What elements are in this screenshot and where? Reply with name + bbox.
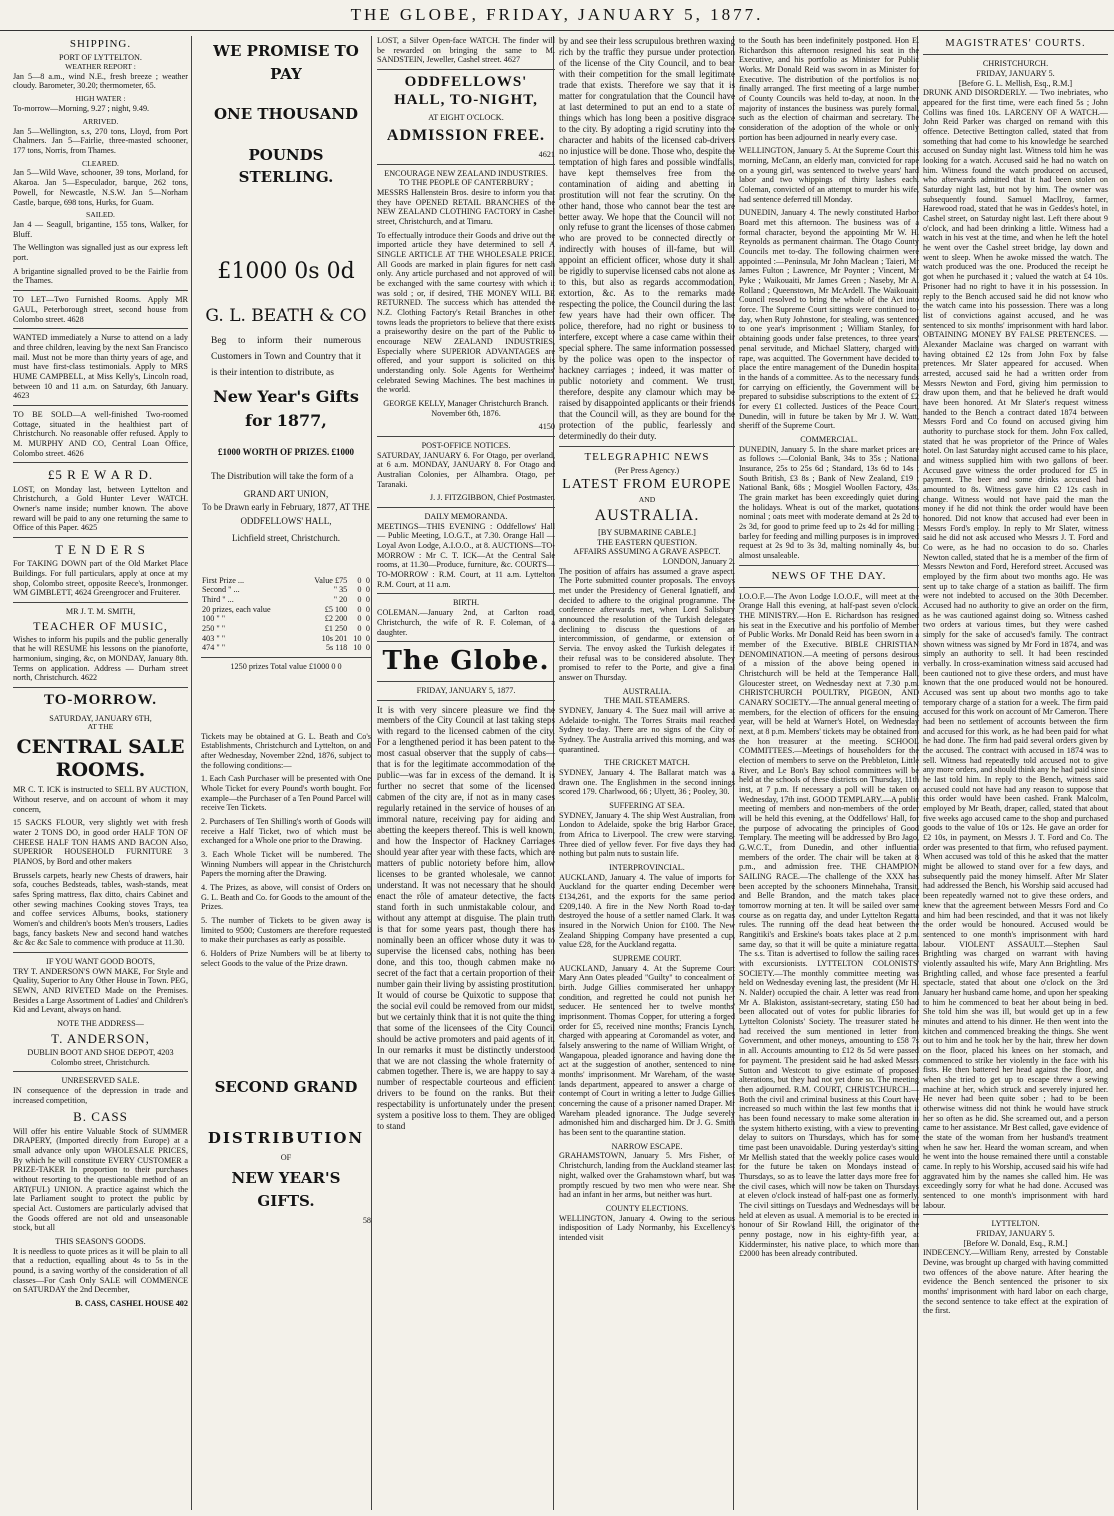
smith-heading: MR J. T. M. SMITH, bbox=[65, 606, 136, 616]
column-shipping bbox=[10, 36, 191, 1510]
prize-cell: £5 100 bbox=[324, 604, 348, 614]
prize-cell: 0 bbox=[365, 633, 370, 643]
globe-logo: The Globe. bbox=[382, 646, 550, 677]
admission-number: 4621 bbox=[538, 149, 555, 159]
anderson-address: DUBLIN BOOT AND SHOE DEPOT, 4203 Colombo street, Christchurch. bbox=[27, 1048, 174, 1067]
narrow-escape-text: GRAHAMSTOWN, January 5. Mrs Fisher, of Christchurch, landing from the Auckland steamer last night, walked over the Grahamstown wharf, but was promptly rescued by two men who were near. She had an infant in her arms, but neither was hurt. bbox=[559, 1151, 735, 1200]
high-water: To-morrow—Morning, 9.27 ; night, 9.49. bbox=[13, 103, 150, 113]
prize-cell: 0 bbox=[365, 623, 370, 633]
telegraphic-heading: TELEGRAPHIC NEWS bbox=[584, 450, 710, 463]
beath-text: Beg to inform their numerous Customers in Town and Country that it is their intention to distribute, as bbox=[211, 335, 361, 378]
prize-cell: Second " ... bbox=[202, 585, 240, 595]
ad-wanted: WANTED immediately a Nurse to attend on a lady and three children, leaving by the next San Francisco mail. Must not be more than thirty years of age, and must have first-class testimonials. Apply to MRS HUME CAMPBELL, at Miss Kelly's, Lincoln road, between 10 and 11 a.m. on Saturday, 6th January. 4623 bbox=[13, 333, 188, 401]
weather-heading: WEATHER REPORT : bbox=[65, 61, 136, 71]
high-water-heading: HIGH WATER : bbox=[75, 93, 126, 103]
grave-aspect: AFFAIRS ASSUMING A GRAVE ASPECT. bbox=[573, 547, 721, 557]
prize-row bbox=[201, 614, 371, 624]
sailed-heading: SAILED. bbox=[86, 210, 115, 220]
submarine-cable: [BY SUBMARINE CABLE.] bbox=[598, 527, 696, 537]
prize-cell: 0 bbox=[357, 614, 362, 624]
prize-cell: £2 200 bbox=[324, 614, 348, 624]
column-courts bbox=[920, 36, 1111, 1510]
unreserved-intro: IN consequence of the depression in trade and increased competition, bbox=[13, 1086, 188, 1105]
prize-row bbox=[201, 585, 371, 595]
note-address: NOTE THE ADDRESS— bbox=[57, 1019, 144, 1029]
at-the: AT THE bbox=[87, 722, 114, 732]
mail-steamers-heading: THE MAIL STEAMERS. bbox=[604, 696, 690, 706]
prize-cell: 0 bbox=[357, 623, 362, 633]
interprovincial-heading: INTERPROVINCIAL. bbox=[609, 863, 685, 872]
drawn-text: To be Drawn early in February, 1877, AT THE bbox=[202, 502, 370, 513]
interprovincial-text: AUCKLAND, January 4. The value of imports for Auckland for the quarter ending December were £134,261, and the exports for the same period £209,140. A fire in the New North Road to-day destroyed the house of a settler named Clark. It was insured in the Norwich Union for £100. The New Zealand Shipping Company have presented a cup, value £28, for the Auckland regatta. bbox=[559, 872, 735, 950]
cricket-text: SYDNEY, January 4. The Ballarat match was a drawn one. The Englishmen in the second innings scored 179. Charlwood, 66 ; Ulyett, 36 ; Pooley, 30. bbox=[559, 767, 735, 797]
editorial-date: FRIDAY, JANUARY 5, 1877. bbox=[416, 685, 516, 695]
arrived-heading: ARRIVED. bbox=[82, 116, 119, 126]
postmaster-signature: J. J. FITZGIBBON, Chief Postmaster. bbox=[429, 493, 555, 503]
kelly-number: 4150 bbox=[538, 422, 555, 432]
supreme-court-heading: SUPREME COURT. bbox=[612, 954, 682, 964]
worth-of-prizes: £1000 WORTH OF PRIZES. £1000 bbox=[218, 446, 354, 457]
tickets-text: Tickets may be obtained at G. L. Beath and Co's Establishments, Christchurch and Lyttelton, on and after Wednesday, November 22nd, 1876, subject to the following conditions:— bbox=[201, 731, 371, 770]
hall-name: ODDFELLOWS' HALL, bbox=[240, 516, 332, 527]
hall-street: Lichfield street, Christchurch. bbox=[232, 532, 340, 543]
post-office-notices: SATURDAY, JANUARY 6. For Otago, per overland, at 6 a.m. MONDAY, JANUARY 8. For Otago and Australian Colonies, per Alhambra. Otago, per Taranaki. bbox=[377, 450, 555, 489]
birth-heading: BIRTH. bbox=[452, 598, 480, 608]
tenders-heading: T E N D E R S bbox=[55, 541, 146, 557]
court-reports: DRUNK AND DISORDERLY. — Two inebriates, who appeared for the first time, were each fined 5s ; John Collins was fined 10s. LARCENY OF A WATCH.—John Reid Parker was charged on remand with this offence. Detective Bettington called, stated that from something that had come to his knowledge he searched accused on Sunday night last. Witness told him he was looking for a watch. Accused said he had no watch on him. Witness found the watch produced on accused, who afterwards admitted that it had been stolen on Saturday night last, but not by him. The owner was subsequently found. Samuel MacIlroy, farmer, Harewood road, stated that he was in Geddes's hotel, in Cashel street, on Saturday night last. Left there about 9 o'clock, and had been drinking a little. Witness had a watch in his vest at the time, and when he left the hotel he went over the Cashel street bridge, lay down and went to sleep. When he awoke missed the watch. The watch produced was the one. Produced the receipt he got when he purchased it ; valued the watch at £4 10s. Prisoner had no right to have it in his possession. In reply to the Bench accused said he did not know who the watch came into his possession. There was a long list of convictions against accused, and he was sentenced to six months' imprisonment with hard labor. OBTAINING MONEY BY FALSE PRETENCES. —Alexander Maclaine was charged on warrant with having obtained £2 12s from John Fox by false pretences. Mr Slater appeared for accused. When arrested, accused said he had a written order from Messrs Newton and Ford, giving him permission to draw upon them, and that he believed he draft would have been honored. At Mr Slater's request witness handed to the Bench a contract dated 1874 between Messrs Ford and Co found on accused giving him authority to purchase stock for them. John Fox called, stated that he was proprietor of the Prince of Wales hotel. On last Saturday night accused came to his place, and witness supplied him with two gallons of beer. Accused gave witness the order produced for £5 in payment. The beer and some drinks accused had amounted to 8s. Witness gave him £2 12s cash in change. Witness would not have paid the man the money if he did not think the order would have been honored. Did not know that accused had ever been in Messrs Ford's employ. In reply to Mr Slater, witness said he did not ask accused who Messrs J. T. Ford and Co were, as he had no occasion to do so. Charles Newton called, stated that he is a member of the firm of Messrs Newton and Ford, Hereford street. Accused was employed by the firm about two months ago. He was sent up to take charge of a station as bailiff. The firm were not indebted to accused on the 30th December. Accused had no authority to give an order on the firm, as he was cautioned against doing so. Witness cashed two orders at various times, but they were cashed simply for the sake of accused's family. The contract shown witness was signed by Mr Ford in 1874, and was simply an authority to sell. It had been rescinded verbally. In cross-examination witness said accused had been cautioned not to give these orders, and must have known that the one produced would not be honoured. Accused was sent up about two months ago to take temporary charge of a station for a week. The firm paid accused for this work on account of Mr Cameron. There had been no settlement of accounts between the firm and accused for this work, as he had been paid for what he had done. The firm had paid several orders given by the accused. The contract with accused in 1874 was to sell. Witness had repeatedly told accused not to give any more orders, and should think any he had paid since he last told him. In reply to the Bench, witness said accused could not have had any reason to suppose that this order would have been cashed. Frank Malcolm, employed by Mr Beath, draper, called, stated that about five weeks ago accused came to the shop and purchased goods to the value of 10s or 12s. He gave an order for £2 10s, in payment, on Messrs J. T. Ford and Co. The order was presented to that firm, who refused payment. When accused was told of this he asked that the matter might be allowed to stand over for a few days, and subsequently paid the money himself. After Mr Slater had addressed the Bench, his Worship said accused had been repeatedly warned not to give these orders, and knew that the agreement between Messrs Ford and Co and him had been rescinded, and that it was not likely the order would be honoured. Accused would be sentenced to one month's imprisonment with hard labour. VIOLENT ASSAULT.—Stephen Saul Brightling was charged on warrant with having violently assaulted his wife, Mary Ann Brightling. Mrs Brightling called, and whose face presented a fearful spectacle, stated that about one o'clock on the 3rd January her husband came home, and upon her speaking to him he commenced to beat her about being in bed. She told him she was ill, but would get up in a few minutes and attend to his dinner. He then went into the kitchen and commenced breaking the things. She went out to him and he took her by the hair, threw her down on the floor, placed his knees on her stomach, and commenced to strike her violently in the face with his fists. He then battered her head against the floor, and when she tried to get up to escape threw a sewing machine at her, which struck and severely injured her. He never had been quite sober ; had to be been otherwise witness did not think he would have struck her so often as he did. She screamed out, and a person came to her assistance. Mr Best called, gave evidence of the state of the woman from her husband's treatment when he saw her. Heard the woman scream, and when he went into the house remained there until a constable came. In reply to his Worship, accused said his wife had aggravated him by the names she called him. He was exceedingly sorry for what he had done. Accused was sentenced to one month's imprisonment with hard labour. bbox=[923, 88, 1108, 1210]
shipping-note: The Wellington was signalled just as our express left port. bbox=[13, 243, 188, 263]
prize-row bbox=[201, 595, 371, 605]
county-elections-heading: COUNTY ELECTIONS. bbox=[605, 1203, 689, 1213]
auction-intro: MR C. T. ICK is instructed to SELL BY AUCTION, Without reserve, and on account of whom it may concern, bbox=[13, 785, 188, 814]
editorial-text: It is with very sincere pleasure we find the members of the City Council at last taking steps with regard to the licensed cabmen of the city. For a lengthened period it has been patent to the most casual observer that the supply of cabs—that is for the legitimate accommodation of the public—was far in excess of the demand. It is further no secret that some of the licensed cabmen of the city are, if not as in many cases regularly retained in the service of houses of an immoral nature, receiving pay for aiding and abetting the keepers thereof. This is well known, and how the Inspector of Hackney Carriages should year after year with these facts, which are matters of public notoriety before him, allow licenses to be granted wholesale, we cannot understand. It was not necessary that he should enact the rôle of amateur detective, the facts stand forth in such unmistakable colour, and without any attempt at disguise. The plain truth is that for some years past, though there has nominally been an officer whose duty it was to supervise the licensed cabs, nothing has been done, and this too, though cabmen make no secret of the fact that a certain proportion of their number gain their living by assisting prostitution. It would of course be Quixotic to suppose that the social evil could be removed from our midst, but we certainly think that it is not quite the thing that some of the licensees of the City Council should be active promoters and paid agents of it. In our remarks it must be distinctly understood that we are not classing the whole fraternity of cabmen together. There is, we are happy to say a number of respectable courteous and efficient drivers to be found on the ranks. But their respectability is unfortunately under the present system a positive loss to them. They are obliged to stand bbox=[377, 704, 555, 1132]
anderson-name: T. ANDERSON, bbox=[51, 1030, 150, 1046]
of-text: OF bbox=[280, 1153, 292, 1163]
condition-6: 6. Holders of Prize Numbers will be at liberty to select Goods to the value of the Prize drawn. bbox=[201, 949, 371, 968]
editorial-continued: by and see their less scrupulous brethren waxing rich by the traffic they pursue under protection of the license of the City Council, and to bear with their competition for the small legitimate trade that exists. Therefore we say that it is matter for congratulation that the Council have at last determined to put an end to a state of things which has long been a positive disgrace to the city. By adopting a rigid scrutiny into the character and habits of the licensed cab-drivers no injustice will be done. Those who, despite the temptation of high fares and possible windfalls, have kept themselves free from the contamination of aiding and abetting in prostitution will not fear the scrutiny. On the other hand, those who cannot bear the test are better away. We hope that the Council will not only refuse to grant the licenses of those cabmen who are proved to be connected directly or indirectly with houses of ill-fame, but will appoint an efficient officer, whose duty it shall be rigidly to supervise licensed cabs not alone as to this, but also as regards accommodation, extortion, &c. As to the remarks made respecting the police, the Council during the last few years have had their own officer. The police, therefore, had no right or business to interfere, except where a case came within their special sphere. The same information possessed by the police was open to the inspector of hackney carriages ; indeed, it was matter of public notoriety and comment. We trust, therefore, despite any clamour which may be raised by disappointed applicants or their friends that the Council will, as they are bound for the protection of the public, fearlessly and determinedly do their duty. bbox=[559, 36, 735, 441]
prize-cell: 10s 201 bbox=[321, 633, 348, 643]
auction-lots: 15 SACKS FLOUR, very slightly wet with fresh water 2 TONS DO, in good order HALF TON OF CHEESE HALF TON HAMS AND BACON Also, SUPERIOR HOUSEHOLD FURNITURE 3 PIANOS, by Bord and other makers bbox=[13, 818, 188, 866]
shipping-title: SHIPPING. bbox=[69, 38, 132, 50]
prize-row bbox=[201, 634, 371, 644]
cleared-heading: CLEARED. bbox=[82, 158, 119, 168]
prize-cell: Third " ... bbox=[202, 594, 234, 604]
prize-cell: 0 bbox=[365, 575, 370, 585]
eastern-question: THE EASTERN QUESTION. bbox=[597, 537, 697, 547]
narrow-escape-heading: NARROW ESCAPE. bbox=[611, 1141, 683, 1151]
suffering-text: SYDNEY, January 4. The ship West Australian, from London to Adelaide, spoke the brig Harbor Grace, from Africa to Liverpool. The crew were starving. Three died of yellow fever. For five days they had nothing but palm nuts to sustain life. bbox=[559, 810, 735, 859]
commercial-text: DUNEDIN, January 5. In the share market prices are as follows :—Colonial Bank, 34s to 35s ; National Insurance, 25s to 25s 6d ; Standard, 13s 6d to 14s ; South British, £3 8s ; Bank of New Zealand, £19 ; National Bank, 68s ; Mosgiel Woollen Factory, 43s. The grain market has been exceedingly quiet during the holidays. Wheat is out of the market, quotations nominal ; oats meet with moderate demand at 2s 2d to 2s 3d, for good to prime feed up to 2s 4d for milling ; barley for feeding and milling purposes is in improved request at 2s 9d to 3s 3d, malting nominally 4s, but almost unsaleable. bbox=[739, 444, 919, 560]
prize-cell: 0 bbox=[365, 604, 370, 614]
news-of-the-day: NEWS OF THE DAY. bbox=[771, 569, 887, 582]
court-date: FRIDAY, JANUARY 5. bbox=[976, 69, 1055, 79]
cricket-heading: THE CRICKET MATCH. bbox=[604, 758, 690, 768]
lyttelton-report: INDECENCY.—William Reny, arrested by Constable Devine, was brought up charged with having committed two offences of the above nature. After hearing the evidence the Bench sentenced the prisoner to six months' imprisonment with hard labor on each charge, the second sentence to take effect at the expiration of the first. bbox=[923, 1248, 1108, 1316]
prize-cell: 0 bbox=[365, 594, 370, 604]
post-office-heading: POST-OFFICE NOTICES. bbox=[421, 441, 511, 451]
prize-cell: 10 bbox=[353, 633, 362, 643]
prize-cell: 0 bbox=[365, 614, 370, 624]
column-telegraphic bbox=[556, 36, 738, 1510]
nz-industries-heading: ENCOURAGE NEW ZEALAND INDUSTRIES. bbox=[384, 168, 548, 178]
lyttelton-heading: LYTTELTON. bbox=[991, 1219, 1040, 1229]
christchurch-heading: CHRISTCHURCH. bbox=[982, 59, 1049, 69]
ad-tenders: For TAKING DOWN part of the Old Market Place Buildings. For full particulars, apply at once at my shop, Colombo street, opposite Reece's, Ironmonger. WM GIMBLETT, 4624 Greengrocer and Fruiterer. bbox=[13, 559, 188, 598]
teacher-of-music: TEACHER OF MUSIC, bbox=[33, 618, 168, 633]
telegraph-continued: to the South has been indefinitely postponed. Hon E. Richardson this afternoon resigned his seat in the Executive, and his portfolio as Minister for Public Works. Mr Donald Reid was sworn in as Minister for Executive. The distribution of the portfolios is not finally arranged. The first meeting of a large number of County Councils was held to-day, at noon. In the majority of instances the business was purely formal, such as the election of chairman and secretary. The consideration of the adoption of the whole or only portion has been adjourned in nearly every case. bbox=[739, 36, 919, 142]
prize-cell: Value £75 bbox=[314, 575, 348, 585]
australia-subheading: AUSTRALIA. bbox=[622, 686, 672, 696]
kelly-signature: GEORGE KELLY, Manager Christchurch Branch. November 6th, 1876. bbox=[383, 399, 549, 418]
unreserved-heading: UNRESERVED SALE. bbox=[61, 1076, 140, 1086]
column-news bbox=[736, 36, 922, 1510]
prize-cell: 0 bbox=[357, 575, 362, 585]
people-heading: TO THE PEOPLE OF CANTERBURY ; bbox=[398, 178, 534, 188]
suffering-heading: SUFFERING AT SEA. bbox=[609, 800, 685, 810]
condition-2: 2. Purchasers of Ten Shilling's worth of Goods will receive a Half Ticket, two of which must be exchanged for a Whole one prior to the Drawing. bbox=[201, 816, 371, 846]
reward-heading: £5 R E W A R D. bbox=[47, 467, 154, 483]
condition-3: 3. Each Whole Ticket will be numbered. The Winning Numbers will appear in the Christchurch Papers the morning after the Drawing. bbox=[201, 849, 371, 879]
admission-free: ADMISSION FREE. bbox=[386, 127, 546, 145]
latest-from-europe: LATEST FROM EUROPE bbox=[562, 477, 732, 493]
hallenstein-text: To effectually introduce their Goods and drive out the imported article they have determined to sell A SINGLE ARTICLE AT THE WHOLESALE PRICE. All Goods are marked in plain figures for nett cash only. Any article purchased and not approved of will be exchanged with the same courtesy with which it was sold ; or, if desired, THE MONEY WILL BE RETURNED. The success which has attended the N.Z. Clothing Factory's Retail Branches in other towns leads the proprietors to believe that there exists a praiseworthy desire on the part of the Public to encourage NEW ZEALAND INDUSTRIES, Especially where SUPERIOR ADVANTAGES are offered, and your support is solicited on this understanding only. Sole Agents for Wertheims' celebrated Sewing Machines. The best machines in the world. bbox=[377, 230, 555, 395]
distribution-heading: DISTRIBUTION bbox=[207, 1128, 365, 1147]
prize-table bbox=[201, 576, 371, 653]
prize-cell: 5s 118 bbox=[325, 643, 348, 653]
prize-row bbox=[201, 643, 371, 653]
beath-name: G. L. BEATH & CO bbox=[205, 306, 367, 327]
prize-cell: 474 " " bbox=[202, 643, 226, 653]
prize-cell: 0 bbox=[357, 604, 362, 614]
boots-heading: IF YOU WANT GOOD BOOTS, bbox=[46, 957, 155, 966]
condition-5: 5. The number of Tickets to be given away is limited to 9500; Customers are therefore requested to make their purchases as early as possible. bbox=[201, 916, 371, 945]
australia-heading: AUSTRALIA. bbox=[594, 506, 700, 524]
mail-steamers-text: SYDNEY, January 4. The Suez mail will arrive at Adelaide to-night. The Torres Straits mail reached Sydney to-day. There are no signs of the City of Sydney. The Australia arrived this morning, and was quarantined. bbox=[559, 705, 735, 754]
prize-cell: 403 " " bbox=[202, 633, 226, 643]
lost-watch: LOST, a Silver Open-face WATCH. The finder will be rewarded on bringing the same to M. SANDSTEIN, Jeweller, Cashel street. 4627 bbox=[377, 36, 555, 65]
shipping-note: A brigantine signalled proved to be the Fairlie from the Thames. bbox=[13, 266, 188, 286]
eastern-text: The position of affairs has assumed a grave aspect. The Porte submitted counter proposals. The envoys met under the Presidency of General Ignatieff, and decided to adhere to the original programme. The conference afterwards met, when Lord Salisbury announced the resolution of the Turkish delegates declining to discuss the questions of an intercommission, of gendarme, or extension of Servia. The envoy asked the Turkish delegates if their refusal was to be considered absolute. They promised to refer to the Porte, and give a final answer on Thursday. bbox=[559, 566, 735, 682]
prize-cell: First Prize ... bbox=[202, 575, 245, 585]
oddfellows-hall: ODDFELLOWS' HALL, TO-NIGHT, bbox=[394, 74, 538, 108]
central-sale-rooms: CENTRAL SALE ROOMS. bbox=[16, 736, 185, 781]
pounds-heading: POUNDS STERLING. bbox=[238, 145, 334, 186]
cass-text: Will offer his entire Valuable Stock of SUMMER DRAPERY, (Imported directly from Europe) at a small advance only upon WHOLESALE PRICES, By which he will constitute EVERY CUSTOMER a PRIZE-TAKER In proportion to their purchases without resorting to the questionable method of an ART(FUL) UNION. A practice against which the late Parliament sought to protect the public by special Act. Customers are particularly advised that the Goods offered are not old and unseasonable stock, but all bbox=[13, 1126, 188, 1233]
ad-to-let: TO LET—Two Furnished Rooms. Apply MR GAUL, Peterborough street, second house from Colombo street. 4628 bbox=[13, 295, 188, 324]
tomorrow-heading: TO-MORROW. bbox=[44, 692, 157, 709]
memoranda-heading: DAILY MEMORANDA. bbox=[424, 512, 508, 522]
ad-music-teacher: Wishes to inform his pupils and the public generally that he will RESUME his lessons on the pianoforte, harmonium, singing, &c, on MONDAY, January 8th. Terms on application. Address — Durham street north, Christchurch. 4622 bbox=[13, 634, 188, 683]
masthead: THE GLOBE, FRIDAY, JANUARY 5, 1877. bbox=[0, 0, 1114, 31]
column-rule bbox=[191, 36, 192, 1510]
weather-report: Jan 5—8 a.m., wind N.E., fresh breeze ; weather cloudy. Barometer, 30.20; thermometer, 65. bbox=[13, 71, 188, 91]
ad-reward: LOST, on Monday last, between Lyttelton and Christchurch, a Gold Hunter Lever WATCH. Owner's name inside; number known. The above reward will be paid to any one returning the same to Office of this Paper. 4625 bbox=[13, 484, 188, 533]
auction-furniture: Brussels carpets, hearly new Chests of drawers, hair sofa, couches Bedsteads, tables, wash-stands, meat safes Spring mattress, flax ditto, chairs Cabinet and other sewing machines Cooking stoves Trays, tea and coffee services Albums, books, stationery Women's and children's boots Men's trousers, Ladies bags, fancy baskets New and second hand watches &c &c &c Sale to commence with produce at 11.30. bbox=[13, 870, 188, 948]
dunedin-news: DUNEDIN, January 4. The newly constituted Harbor Board met this afternoon. The business was of a formal character, beyond the appointing Mr W. H. Reynolds as permanent chairman. The Otago County Councils met to-day. The following chairmen were appointed :—Peninsula, Mr John Maclean ; Taieri, Mr James Fulton ; Lawrence, Mr Poynter ; Vincent, Mr Pyke ; Waikouaiti, Mr James Green ; Naseby, Mr A. Rolland ; Queenstown, Mr McArdell. The Waikouaiti Council resolved to bring the whole of the Act into force. The Supreme Court sittings were continued to-day, when Ruty Johnstone, for stealing, was sentenced to one year's imprisonment ; William Stanley, for obtaining goods under false pretences, to three years' penal servitude, and Michael Slattery, charged with rape, was acquitted. The Government have decided to place the entire management of the Dunedin hospital in the hands of a committee. As to the necessary funds for carrying on efficiently, the Government will be prepared to subsidise subscriptions to the extent of £2 for every £1 collected. Justices of the Peace Court, Dunedin, will in future be taken by Mr J. W. Watt, sheriff of the Supreme Court. bbox=[739, 208, 919, 431]
second-grand: SECOND GRAND bbox=[214, 1078, 358, 1097]
tomorrow-date: SATURDAY, JANUARY 6TH, bbox=[49, 713, 152, 723]
sum-heading: £1000 0s 0d bbox=[217, 258, 355, 284]
prize-cell: 100 " " bbox=[202, 614, 226, 624]
lyttelton-before: [Before W. Donald, Esq., R.M.] bbox=[963, 1238, 1068, 1248]
ad-number: 58 bbox=[362, 1216, 371, 1226]
column-editorial bbox=[374, 36, 558, 1510]
prize-cell: 0 bbox=[357, 585, 362, 595]
prize-cell: 10 bbox=[353, 643, 362, 653]
magistrates-heading: MAGISTRATES' COURTS. bbox=[945, 38, 1086, 49]
sailed-list: Jan 4 — Seagull, brigantine, 155 tons, Walker, for Bluff. bbox=[13, 220, 188, 239]
prize-cell: " 20 bbox=[333, 594, 348, 604]
column-beath bbox=[198, 36, 374, 1510]
hallenstein-intro: MESSRS Hallenstein Bros. desire to inform you that they have OPENED RETAIL BRANCHES of the NEW ZEALAND CLOTHING FACTORY in Cashel street, Christchurch, and at Timaru. bbox=[377, 187, 555, 226]
port-heading: PORT OF LYTTELTON. bbox=[59, 52, 142, 62]
lyttelton-date: FRIDAY, JANUARY 5. bbox=[976, 1229, 1055, 1238]
new-years-gifts: New Year's Gifts for 1877, bbox=[213, 386, 359, 430]
condition-4: 4. The Prizes, as above, will consist of Orders on G. L. Beath and Co. for Goods to the amount of the Prizes. bbox=[201, 883, 371, 912]
london-dateline: LONDON, January 2. bbox=[662, 556, 735, 566]
thousand-heading: ONE THOUSAND bbox=[213, 105, 359, 123]
prize-cell: £1 250 bbox=[324, 623, 348, 633]
prize-cell: 20 prizes, each value bbox=[202, 604, 271, 614]
wellington-court: WELLINGTON, January 5. At the Supreme Court this morning, McCann, an elderly man, convicted for rape on a young girl, was sentenced to twelve years' hard labor and two whippings of thirty lashes each. Coleman, convicted of an attempt to murder his wife, had sentence deferred till Monday. bbox=[739, 146, 919, 204]
art-union: GRAND ART UNION, bbox=[243, 488, 329, 499]
eight-oclock: AT EIGHT O'CLOCK. bbox=[428, 113, 504, 123]
prize-row bbox=[201, 576, 371, 586]
court-before: [Before G. L. Mellish, Esq., R.M.] bbox=[958, 78, 1073, 88]
ad-boots: TRY T. ANDERSON'S OWN MAKE, For Style and Quality, Superior to Any Other House in Town. PEG, SEWN, AND RIVETED Made on the Premises. Besides a Large Assortment of Ladies' and Children's Kid and Levant, always on hand. bbox=[13, 966, 188, 1015]
arrived-list: Jan 5—Wellington, s.s, 270 tons, Lloyd, from Port Chalmers. Jan 5—Fairlie, three-masted schooner, 177 tons, Norris, from Thames. bbox=[13, 126, 188, 155]
prize-row bbox=[201, 605, 371, 615]
ad-to-be-sold: TO BE SOLD—A well-finished Two-roomed Cottage, situated in the healthiest part of Christchurch. No reasonable offer refused. Apply to M. MURPHY AND CO, Central Loan Office, Colombo street. 4626 bbox=[13, 409, 188, 458]
telegraphic-sub: (Per Press Agency.) bbox=[614, 465, 680, 475]
county-elections-text: WELLINGTON, January 4. Owing to the serious indisposition of Lady Normanby, his Excellency's intended visit bbox=[559, 1213, 735, 1242]
birth-notice: COLEMAN.—January 2nd, at Carlton road, Christchurch, the wife of R. F. Coleman, of a daughter. bbox=[377, 608, 555, 637]
cass-signature: B. CASS, CASHEL HOUSE 402 bbox=[75, 1299, 188, 1309]
prize-cell: 0 bbox=[357, 594, 362, 604]
commercial-heading: COMMERCIAL. bbox=[800, 434, 858, 444]
cass-end: It is needless to quote prices as it will be plain to all that a reduction, equalling about 4s to 5s in the pound, is a saving worthy of the consideration of all classes—For Cash Only SALE will COMMENCE on SATURDAY the 2nd December, bbox=[13, 1246, 188, 1295]
prize-row bbox=[201, 624, 371, 634]
season-heading: THIS SEASON'S GOODS. bbox=[55, 1237, 146, 1247]
prize-cell: " 35 bbox=[333, 585, 348, 595]
prize-cell: 250 " " bbox=[202, 623, 226, 633]
supreme-court-text: AUCKLAND, January 4. At the Supreme Court Mary Ann Oates pleaded "Guilty" to concealment of birth. Judge Gillies commiserated her unhappy condition, and regretted he could not punish her seducer. He sentenced her to twelve months' imprisonment. Thomas Copper, for uttering a forged order for £5, received nine months; Francis Lynch, charged with appearing at Coromandel as voter, and falsely answering to the name of William Wright, of Wangapoua, pleaded ignorance and having done the act at the suggestion of another, sentenced to nine months' imprisonment. Mr Wareham, of the waste lands department, appeared to answer a charge of contempt of Court in writing a letter to Judge Gillies concerning the cause of a prisoner named Draper. Mr Wareham pleaded ignorance. The Judge severely admonished him and discharged him. Dr J. G. Smith has been sent to the quarantine station. bbox=[559, 963, 735, 1138]
distribution-text: The Distribution will take the form of a bbox=[211, 470, 354, 481]
cleared-list: Jan 5—Wild Wave, schooner, 39 tons, Morland, for Akaroa. Jan 5—Especulador, barque, 262 tons, Powell, for Newcastle, N.S.W. Jan 5—Norham Castle, barque, 698 tons, Hurks, for Guam. bbox=[13, 168, 188, 207]
prize-total: 1250 prizes Total value £1000 0 0 bbox=[230, 661, 342, 671]
condition-1: 1. Each Cash Purchaser will be presented with One Whole Ticket for every Pound's worth bought. For example—the Purchaser of a Ten Pound Parcel will receive Ten Tickets. bbox=[201, 774, 371, 813]
news-text: I.O.O.F.—The Avon Lodge I.O.O.F., will meet at the Orange Hall this evening, at half-past seven o'clock. THE MINISTRY.—Hon E. Richardson has resigned his seat in the Executive and his portfolio of Member of Public Works. Mr Donald Reid has been sworn in a member of the Executive. BIBLE CHRISTIAN DENOMINATION.—A meeting of persons desirous of a mission of the above being opened in Christchurch will be held at the Temperance Hall, Gloucester street, on Wednesday next at 7.30 p.m. CHRISTCHURCH POULTRY, PIGEON, AND CANARY SOCIETY.—The annual general meeting of members, for the election of officers for the ensuing year, will be held at Warner's Hotel, on Wednesday next, at 8 p.m. Members' tickets may be obtained from the hon treasurer at the meeting. SCHOOL COMMITTEES.—Meetings of householders for the election of members to serve on the Prebbleton, Little River, and Le Bon's Bay school committees will be held at the schools of these districts on Thursday, 11th inst, at 7 p.m. If necessary a poll will be taken on Wednesday, 17th inst. GOOD TEMPLARY.—A public meeting of members and non-members of the order will be held this evening, at the Oddfellows' Hall, for the purpose of advocating the principles of Good Templary. The meeting will be addressed by Bro Jago, G.W.C.T., from Dunedin, and other influential members of the order. The chair will be taken at 8 p.m., and admission free. THE CHAMPION SAILING RACE.—The challenge of the XXX has been accepted by the schooners Minnehaha, Transit, and Belle Brandon, and the match takes place tomorrow morning at ten. It will be sailed over same course as on regatta day, and under Lyttelton Regatta rules. The running off the dead heat between the Rangitiki's and Erskine's boats takes place at 2 p.m. same day, so that it will be quite a miniature regatta. The s.s. Titan is advertised to follow the sailing races with excursionists. LYTTELTON COLONISTS' SOCIETY.—The monthly committee meeting was held on Wednesday evening last, the president (Mr H. N. Nalder) occupied the chair. A letter was read from Mr A. Blakiston, assistant-secretary, stating £50 had been allocated out of votes for public libraries for Lyttelton Colonists' Society. The treasurer stated he had received the sum mentioned in letter from Government, and other moneys, amounting to £58 7s in all. Accounts amounting to £12 8s 5d were passed for payment. The president said he had asked Messrs Sutton and Westcott to give estimate of proposed alterations, but they had not yet done so. The meeting then adjourned. R.M. COURT, CHRISTCHURCH.—Both the civil and criminal business at this Court have increased so much within the last few months that it has been found necessary to make some alteration in the system hitherto existing, with a view to preventing delay to suitors on Thursdays, which has for some time past been unavoidable. During yesterday's sitting Mr Mellish stated that the weekly police cases would for the future be taken on Mondays instead of Thursdays, so as to leave the latter days more free for the civil cases, which will now be taken on Thursdays at eleven o'clock instead of half-past one as formerly. The civil sittings on Tuesdays and Wednesdays will be held at eleven as usual. A memorial is to be erected in honour of Sir Rowland Hill, the originator of the penny postage, now in his eighty-fifth year, at Kidderminster, his native place, to which more than £2000 has been already contributed. bbox=[739, 591, 919, 1259]
promise-heading: WE PROMISE TO PAY bbox=[213, 42, 359, 83]
cass-name: B. CASS bbox=[73, 1109, 128, 1125]
daily-memoranda: MEETINGS—THIS EVENING : Oddfellows' Hall — Public Meeting, I.O.G.T., at 7.30. Orange Hall — Loyal Avon Lodge, A.I.O.O., at 8. AUCTIONS—TO-MORROW : Mr C. T. ICK—At the Central Sale rooms, at 11.30—Produce, furniture, &c. COURTS—TO-MORROW : R.M. Court, at 11 a.m. Lyttelton R.M. Court, at 11 a.m. bbox=[377, 521, 555, 589]
new-years-gifts-heading: NEW YEAR'S GIFTS. bbox=[231, 1169, 341, 1210]
prize-cell: 0 bbox=[365, 585, 370, 595]
prize-cell: 0 bbox=[365, 643, 370, 653]
and-text: AND bbox=[638, 495, 656, 504]
